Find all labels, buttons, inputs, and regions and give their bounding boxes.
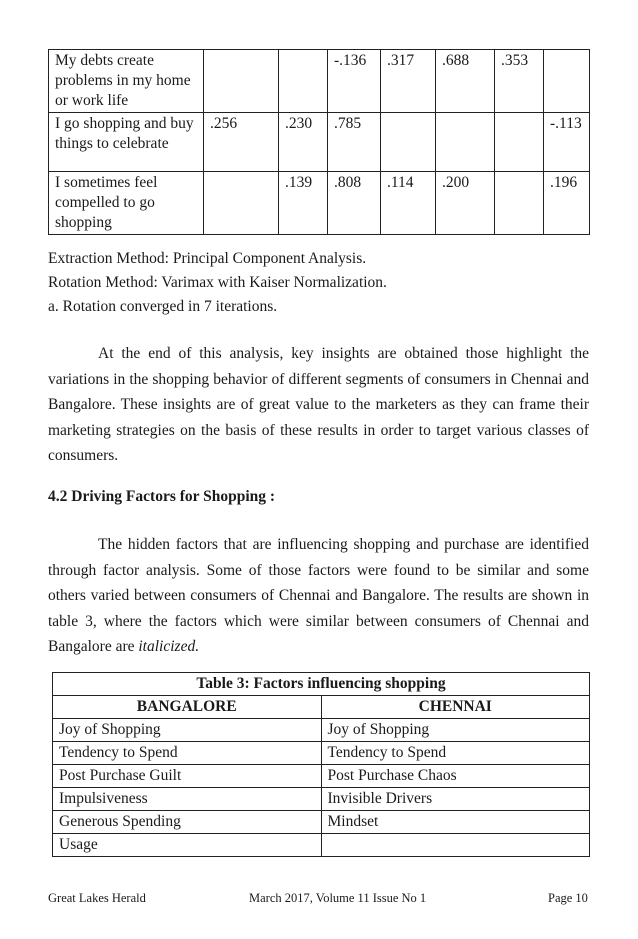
column-header-chennai: CHENNAI <box>321 696 590 719</box>
table-cell: Invisible Drivers <box>321 788 590 811</box>
section-heading: 4.2 Driving Factors for Shopping : <box>48 488 276 505</box>
row-label: I go shopping and buy things to celebrate <box>49 113 204 172</box>
table-cell: -.136 <box>328 50 381 113</box>
table-row <box>53 765 590 788</box>
table-cell <box>436 113 495 172</box>
table-notes <box>48 247 593 319</box>
table-cell <box>495 172 544 235</box>
footer-issue: March 2017, Volume 11 Issue No 1 <box>249 891 427 905</box>
table-cell: .317 <box>381 50 436 113</box>
table-cell: Tendency to Spend <box>321 742 590 765</box>
table-cell <box>381 113 436 172</box>
table-cell: .353 <box>495 50 544 113</box>
table-cell: .688 <box>436 50 495 113</box>
paragraph-text: The hidden factors that are influencing shopping and purchase are identified through factor analysis. Some of those factors were found to be similar and some others varied between consumers of Chennai and Bangalore. The results are shown in table 3, where the factors which were similar between consumers of Chennai and Bangalore are <box>48 536 589 655</box>
table-row <box>53 811 590 834</box>
table-row <box>53 742 590 765</box>
table-row <box>49 113 590 172</box>
table-cell: .808 <box>328 172 381 235</box>
italic-word: italicized. <box>138 638 200 655</box>
table-header-row <box>53 696 590 719</box>
table-cell: .114 <box>381 172 436 235</box>
table-cell: .139 <box>279 172 328 235</box>
table-cell <box>321 834 590 857</box>
table-cell: Joy of Shopping <box>53 719 322 742</box>
table-cell <box>204 50 279 113</box>
table-row <box>53 834 590 857</box>
table-caption-row <box>53 673 590 696</box>
table-cell: .200 <box>436 172 495 235</box>
row-label: My debts create problems in my home or work life <box>49 50 204 113</box>
table-cell: Mindset <box>321 811 590 834</box>
table-cell <box>495 113 544 172</box>
table-cell: Generous Spending <box>53 811 322 834</box>
table-cell: .230 <box>279 113 328 172</box>
table-cell <box>204 172 279 235</box>
table-cell: Joy of Shopping <box>321 719 590 742</box>
extraction-method-note: Extraction Method: Principal Component Analysis. <box>48 250 367 267</box>
table-row <box>49 50 590 113</box>
factor-loadings-table <box>48 49 590 235</box>
table-row <box>49 172 590 235</box>
table-cell: .196 <box>544 172 590 235</box>
table-cell: Usage <box>53 834 322 857</box>
table-row <box>53 788 590 811</box>
column-header-bangalore: BANGALORE <box>53 696 322 719</box>
table-cell: Impulsiveness <box>53 788 322 811</box>
rotation-method-note: Rotation Method: Varimax with Kaiser Normalization. <box>48 274 387 291</box>
table-cell: -.113 <box>544 113 590 172</box>
table-cell: Post Purchase Guilt <box>53 765 322 788</box>
table-caption: Table 3: Factors influencing shopping <box>53 673 590 696</box>
row-label: I sometimes feel compelled to go shopping <box>49 172 204 235</box>
body-paragraph: At the end of this analysis, key insights are obtained those highlight the variations in the shopping behavior of different segments of consumers in Chennai and Bangalore. These insights are of great value to the marketers as they can frame their marketing strategies on the basis of these results in order to target various classes of consumers. <box>48 345 589 464</box>
table-row <box>53 719 590 742</box>
table-cell: .785 <box>328 113 381 172</box>
footer-page-number: Page 10 <box>548 891 588 905</box>
table-cell <box>279 50 328 113</box>
rotation-converged-note: a. Rotation converged in 7 iterations. <box>48 298 278 315</box>
table-cell: Tendency to Spend <box>53 742 322 765</box>
footer-journal-name: Great Lakes Herald <box>48 891 146 905</box>
table-cell: Post Purchase Chaos <box>321 765 590 788</box>
factors-table <box>52 672 590 857</box>
body-paragraph <box>48 532 589 660</box>
table-cell <box>544 50 590 113</box>
table-cell: .256 <box>204 113 279 172</box>
